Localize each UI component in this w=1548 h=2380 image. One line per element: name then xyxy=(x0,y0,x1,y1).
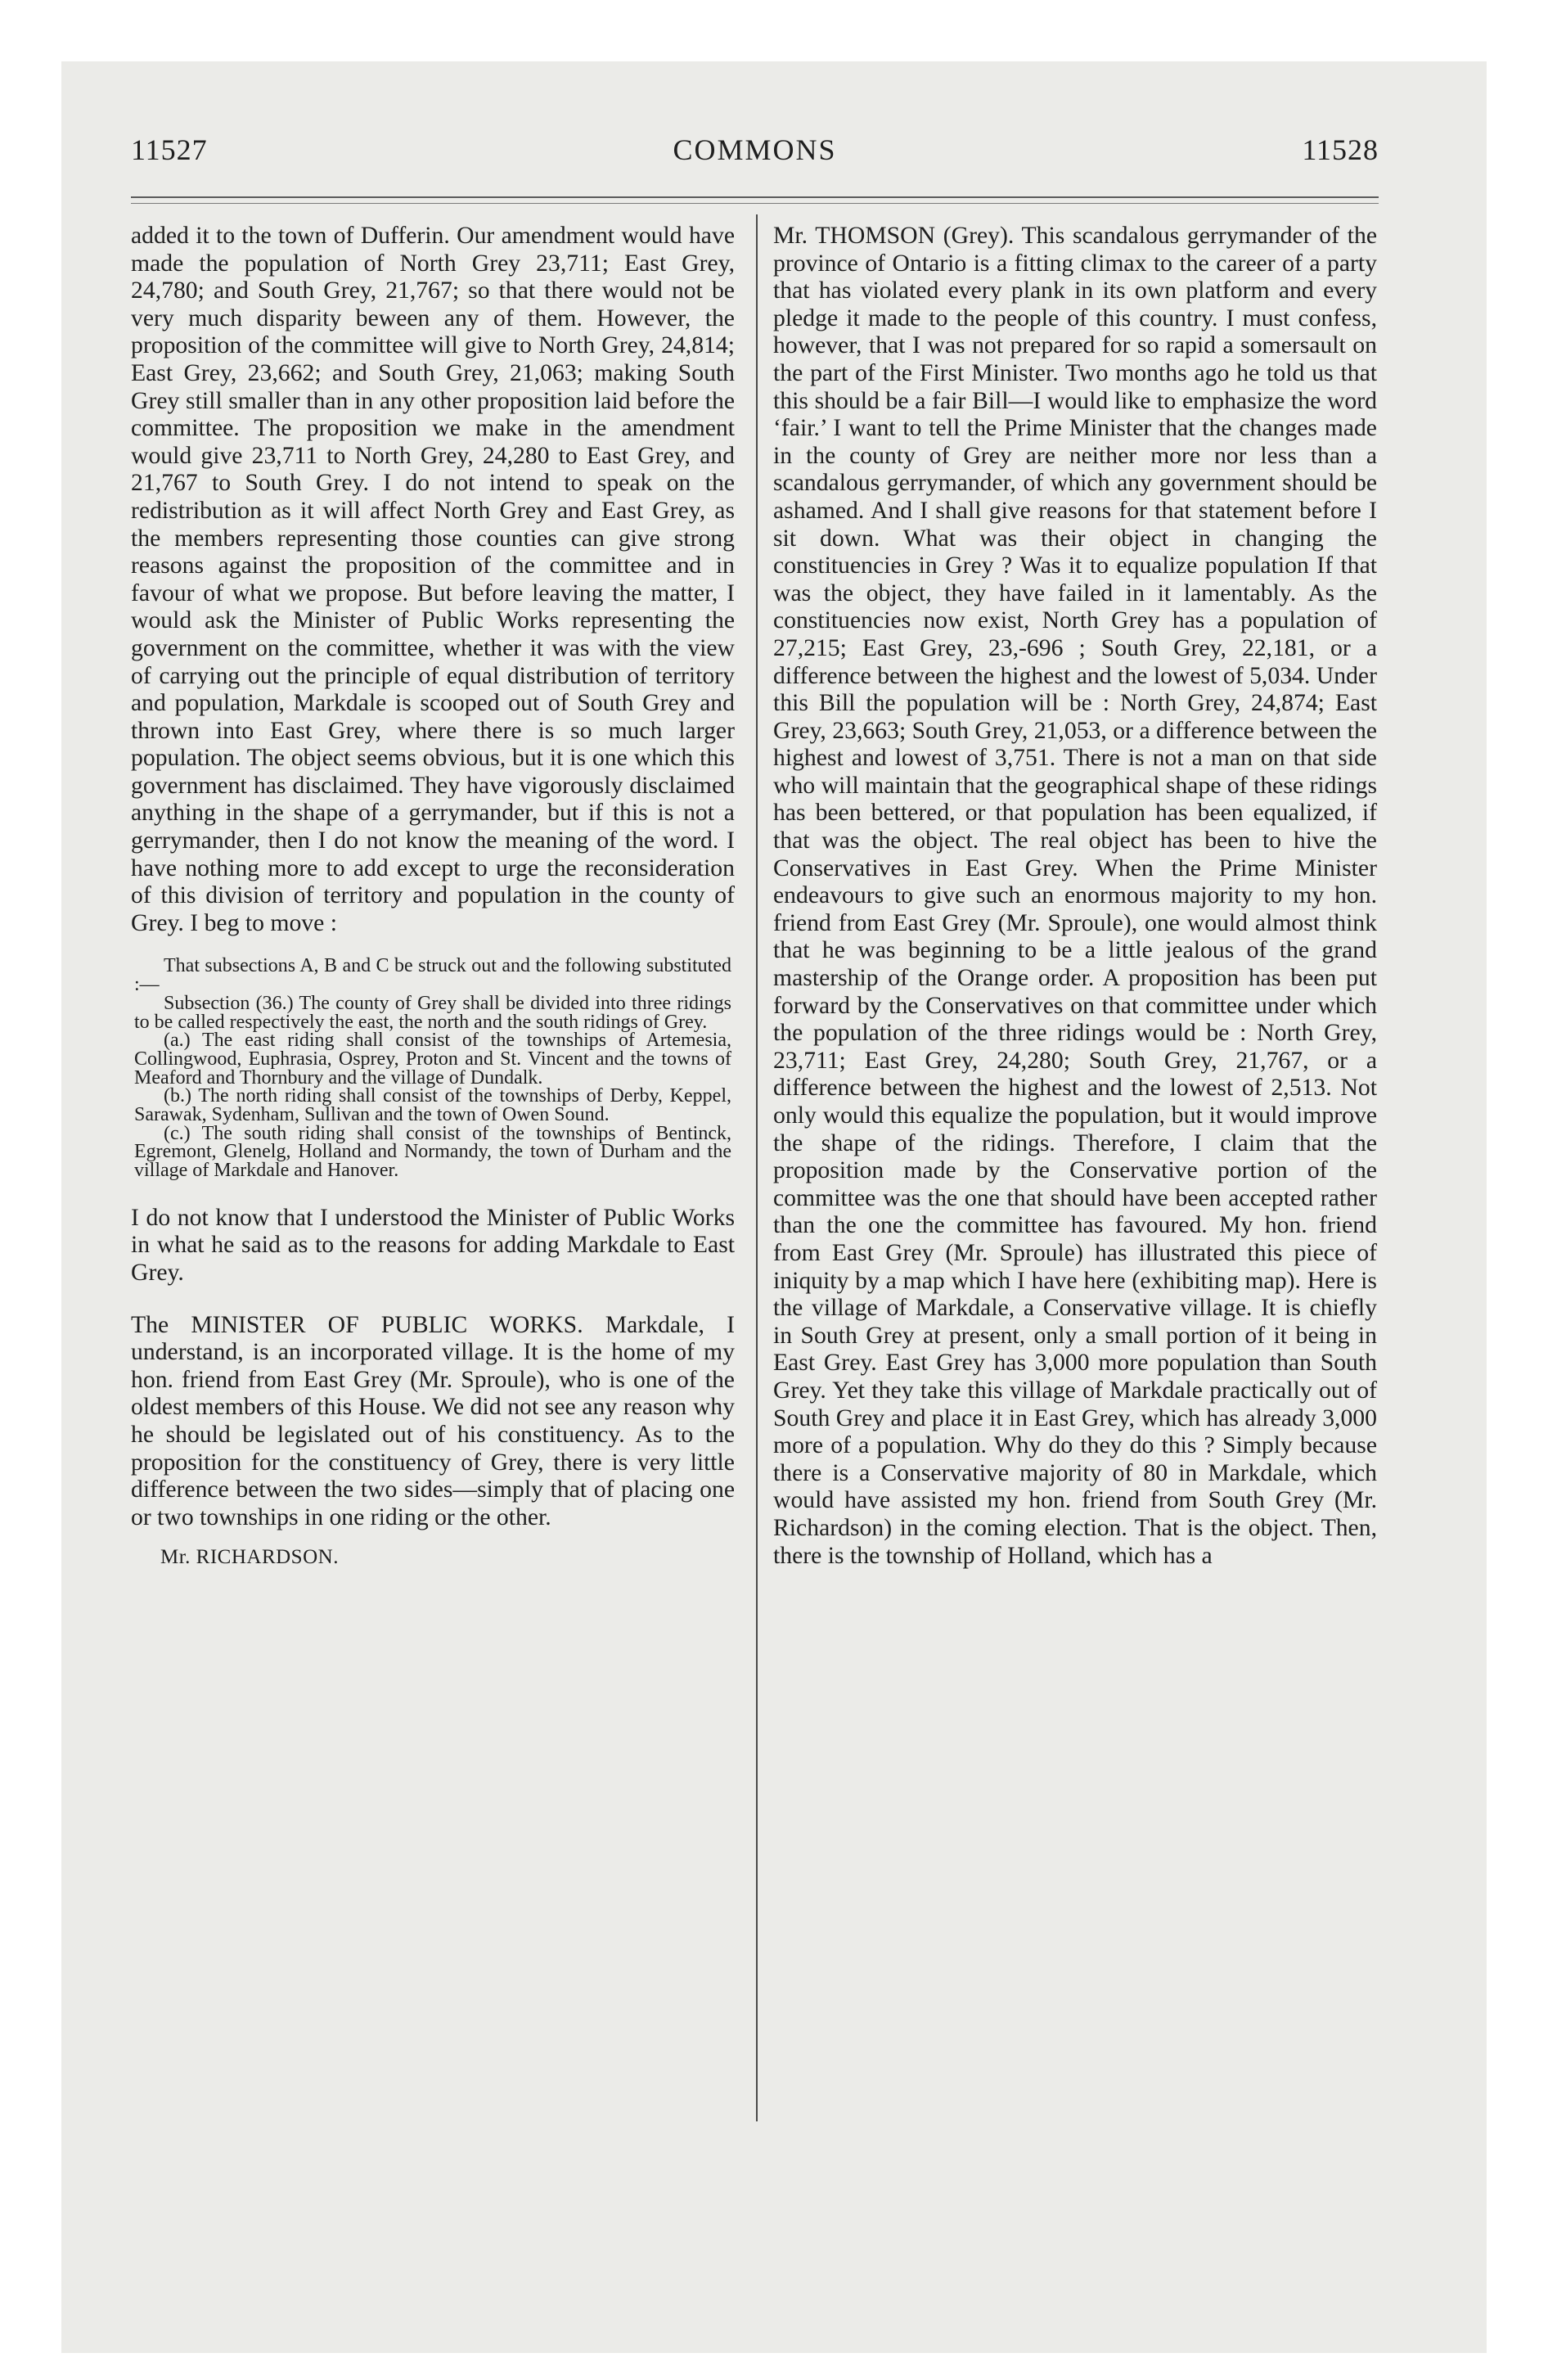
left-paragraph-1: added it to the town of Dufferin. Our amendment would have made the population of North Grey 23,711; East Grey, 24,780; and South Grey, 21,767; so that there would not be very much disparity beween any of them. However, the proposition of the committee will give to North Grey, 24,814; East Grey, 23,662; and South Grey, 21,063; making South Grey still smaller than in any other proposition laid before the committee. The proposition we make in the amendment would give 23,711 to North Grey, 24,280 to East Grey, and 21,767 to South Grey. I do not intend to speak on the redistribution as it will affect North Grey and East Grey, as the members representing those counties can give strong reasons against the proposition of the committee and in favour of what we propose. But before leaving the matter, I would ask the Minister of Public Works representing the government on the committee, whether it was with the view of carrying out the principle of equal distribution of territory and population, Markdale is scooped out of South Grey and thrown into East Grey, where there is so much larger population. The object seems obvious, but it is one which this government has disclaimed. They have vigorously disclaimed anything in the shape of a gerrymander, but if this is not a gerrymander, then I do not know the meaning of the word. I have nothing more to add except to urge the reconsideration of this division of territory and population in the county of Grey. I beg to move : xyxy=(131,223,735,936)
page-header xyxy=(131,133,1379,174)
header-rule xyxy=(131,196,1379,198)
left-column xyxy=(131,223,735,1569)
motion-quote xyxy=(131,955,735,1182)
right-page-number: 11528 xyxy=(1302,133,1379,166)
right-paragraph-1: Mr. THOMSON (Grey). This scandalous gerrymander of the province of Ontario is a fitting climax to the career of a party that has violated every plank in its own platform and every pledge it made to the people of this country. I must confess, however, that I was not prepared for so rapid a somersault on the part of the First Minister. Two months ago he told us that this should be a fair Bill—I would like to emphasize the word ‘fair.’ I want to tell the Prime Minister that the changes made in the county of Grey are neither more nor less than a scandalous gerrymander, of which any government should be ashamed. And I shall give reasons for that statement before I sit down. What was their object in changing the constituencies in Grey ? Was it to equalize population If that was the object, they have failed in it lamentably. As the constituencies now exist, North Grey has a population of 27,215; East Grey, 23,-696 ; South Grey, 22,181, or a difference between the highest and the lowest of 5,034. Under this Bill the population will be : North Grey, 24,874; East Grey, 23,663; South Grey, 21,053, or a difference between the highest and lowest of 3,751. There is not a man on that side who will maintain that the geographical shape of these ridings has been bettered, or that population has been equalized, if that was the object. The real object has been to hive the Conservatives in East Grey. When the Prime Minister endeavours to give such an enormous majority to my hon. friend from East Grey (Mr. Sproule), one would almost think that he was beginning to be a little jealous of the grand mastership of the Orange order. A proposition has been put forward by the Conservatives on that committee under which the population of the three ridings would be : North Grey, 23,711; East Grey, 24,280; South Grey, 21,767, or a difference between the highest and the lowest of 2,513. Not only would this equalize the population, but it would improve the shape of the ridings. Therefore, I claim that the proposition made by the Conservative portion of the committee was the one that should have been accepted rather than the one the committee has favoured. My hon. friend from East Grey (Mr. Sproule) has illustrated this piece of iniquity by a map which I have here (exhibiting map). Here is the village of Markdale, a Conservative village. It is chiefly in South Grey at present, only a small portion of it being in East Grey. East Grey has 3,000 more population than South Grey. Yet they take this village of Markdale practically out of South Grey and place it in East Grey, which has already 3,000 more of a population. Why do they do this ? Simply because there is a Conservative majority of 80 in Markdale, which would have assisted my hon. friend from South Grey (Mr. Richardson) in the coming election. That is the object. Then, there is the township of Holland, which has a xyxy=(773,223,1377,1569)
column-divider xyxy=(756,214,758,2121)
motion-line: Subsection (36.) The county of Grey shall be divided into three ridings to be called respectively the east, the north and the south ridings of Grey. xyxy=(134,992,731,1033)
motion-line: (a.) The east riding shall consist of the townships of Artemesia, Collingwood, Euphrasia, Osprey, Proton and St. Vincent and the towns of Meaford and Thornbury and the village of Dundalk. xyxy=(134,1030,731,1089)
motion-line: (c.) The south riding shall consist of the townships of Bentinck, Egremont, Glenelg, Holland and Normandy, the town of Durham and the village of Markdale and Hanover. xyxy=(134,1122,731,1182)
running-title: COMMONS xyxy=(673,133,837,166)
left-paragraph-2: I do not know that I understood the Minister of Public Works in what he said as to the reasons for adding Markdale to East Grey. xyxy=(131,1204,735,1287)
left-paragraph-3: The MINISTER OF PUBLIC WORKS. Markdale, I understand, is an incorporated village. It is the home of my hon. friend from East Grey (Mr. Sproule), who is one of the oldest members of this House. We did not see any reason why he should be legislated out of his constituency. As to the proposition for the constituency of Grey, there is very little difference between the two sides—simply that of placing one or two townships in one riding or the other. xyxy=(131,1311,735,1530)
page-footer-speaker: Mr. RICHARDSON. xyxy=(160,1546,339,1569)
left-page-number: 11527 xyxy=(131,133,208,166)
motion-line: (b.) The north riding shall consist of the townships of Derby, Keppel, Sarawak, Sydenham, Sullivan and the town of Owen Sound. xyxy=(134,1085,731,1126)
motion-line: That subsections A, B and C be struck out and the following substituted :— xyxy=(134,955,731,996)
right-column xyxy=(773,223,1377,1570)
header-rule-thin xyxy=(131,203,1379,204)
